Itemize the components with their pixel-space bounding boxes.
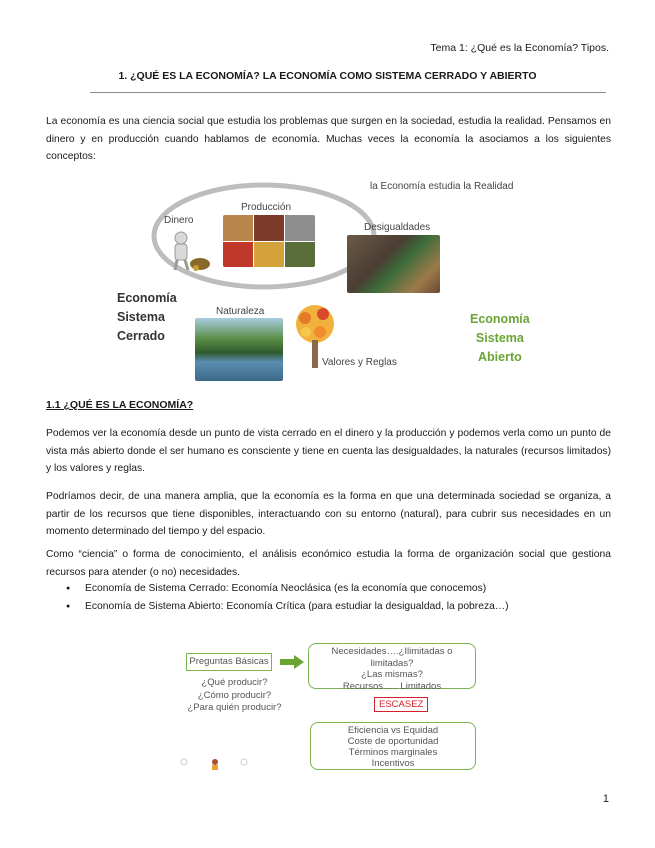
label-desigualdades: Desigualdades bbox=[364, 222, 431, 233]
figure-scarcity-diagram bbox=[180, 640, 490, 775]
resources-text: Recursos….. Limitados bbox=[342, 680, 442, 692]
list-item: ● Economía de Sistema Cerrado: Economía Neoclásica (es la economía que conocemos) bbox=[66, 580, 509, 598]
basic-questions-list: ¿Qué producir? ¿Cómo producir? ¿Para quién producir? bbox=[187, 677, 282, 713]
label-valores-reglas: Valores y Reglas bbox=[322, 357, 397, 368]
production-collage-image bbox=[223, 215, 315, 267]
basic-questions-box: Preguntas Básicas bbox=[186, 653, 272, 671]
needs-resources-box: Necesidades….¿Ilimitadas o limitadas? ¿Las mismas? Recursos….. Limitados bbox=[308, 643, 476, 689]
system-types-list bbox=[66, 580, 509, 615]
section-heading: 1.1 ¿QUÉ ES LA ECONOMÍA? bbox=[46, 399, 194, 411]
section-paragraph-1: Podemos ver la economía desde un punto de vista cerrado en el dinero y la producción y podemos verla como un punto de vista más abierto donde el ser humano es consciente y tiene en cuenta las desigualdades, la naturales (recursos limitados) y los valores y reglas. bbox=[46, 428, 611, 474]
title-divider bbox=[90, 92, 606, 93]
scarcity-badge: ESCASEZ bbox=[374, 697, 428, 712]
running-header: Tema 1: ¿Qué es la Economía? Tipos. bbox=[430, 42, 609, 54]
page-title: 1. ¿QUÉ ES LA ECONOMÍA? LA ECONOMÍA COMO SISTEMA CERRADO Y ABIERTO bbox=[118, 70, 537, 82]
money-person-icon bbox=[166, 230, 212, 272]
decorative-icons bbox=[180, 756, 250, 774]
outcomes-box: Eficiencia vs Equidad Coste de oportunidad Términos marginales Incentivos bbox=[310, 722, 476, 770]
right-arrow-icon bbox=[280, 655, 304, 669]
page-number: 1 bbox=[602, 793, 609, 805]
label-naturaleza: Naturaleza bbox=[216, 306, 265, 317]
label-produccion: Producción bbox=[241, 202, 292, 213]
reality-caption: la Economía estudia la Realidad bbox=[370, 181, 514, 192]
nature-photo bbox=[195, 318, 283, 381]
inequality-photo bbox=[347, 235, 440, 293]
section-paragraph-2: Podríamos decir, de una manera amplia, que la economía es la forma en que una determinada sociedad se organiza, a partir de los recursos que tiene disponibles, interactuando con su entorno (natural), para cubrir sus necesidades en un momento determinado del tiempo y del espacio. bbox=[46, 491, 611, 537]
section-paragraph-3: Como “ciencia” o forma de conocimiento, el análisis económico estudia la forma de organización social que gestiona recursos para atender (o no) necesidades. bbox=[46, 549, 611, 578]
closed-system-label: Economía Sistema Cerrado bbox=[117, 291, 177, 343]
label-dinero: Dinero bbox=[164, 215, 194, 226]
list-item: ● Economía de Sistema Abierto: Economía Crítica (para estudiar la desigualdad, la pobreza…) bbox=[66, 598, 509, 616]
values-tree-icon bbox=[290, 302, 340, 370]
open-system-label: Economía Sistema Abierto bbox=[470, 312, 530, 364]
intro-paragraph: La economía es una ciencia social que estudia los problemas que surgen en la sociedad, estudia la realidad. Pensamos en dinero y en producción cuando hablamos de economía. Muchas veces la economía la asociamos a los siguientes conceptos: bbox=[46, 116, 611, 162]
figure-economy-systems bbox=[100, 172, 560, 377]
